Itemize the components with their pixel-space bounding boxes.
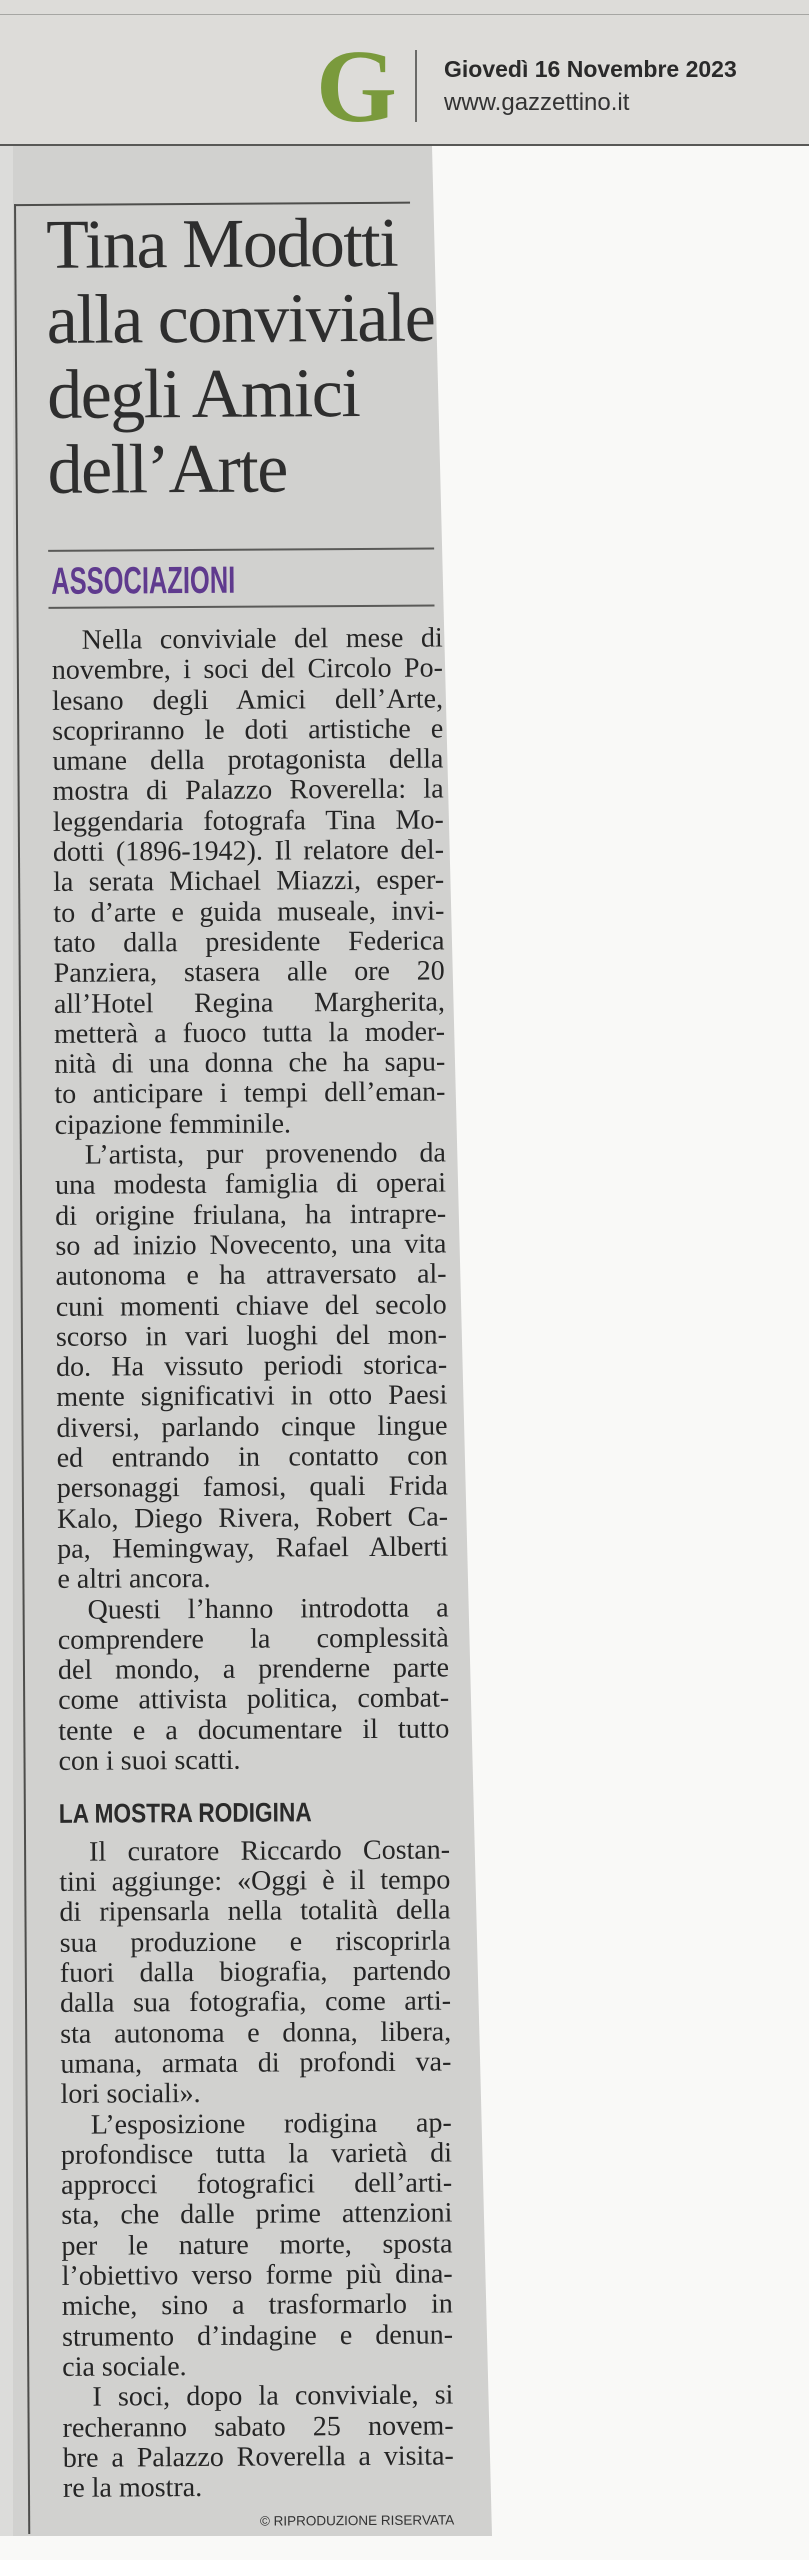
- title-line: alla conviviale: [46, 279, 435, 359]
- paragraph-line: tato dalla presidente Federica: [53, 925, 445, 959]
- title-line: degli Amici: [46, 354, 360, 434]
- section-label: ASSOCIAZIONI: [51, 559, 236, 603]
- paragraph-line: tente e a documentare il tutto: [58, 1713, 450, 1747]
- paragraph-line: nità di una donna che ha sapu-: [54, 1046, 446, 1081]
- paragraph-line: tini aggiunge: «Oggi è il tempo: [59, 1864, 451, 1899]
- paragraph-line: scorso in vari luoghi del mon-: [55, 1319, 448, 1353]
- paragraph-line: metterà a fuoco tutta la moder-: [54, 1016, 446, 1050]
- copyright-notice: © RIPRODUZIONE RISERVATA: [259, 2512, 455, 2529]
- paragraph-line: pa, Hemingway, Rafael Alberti: [57, 1531, 449, 1565]
- website-url: www.gazzettino.it: [444, 89, 630, 116]
- paragraph-line: sta autonoma e donna, libera,: [60, 2016, 452, 2050]
- paragraph-line: e altri ancora.: [57, 1563, 211, 1596]
- paragraph: [58, 1593, 450, 1777]
- paragraph-line: come attivista politica, combat-: [58, 1682, 450, 1717]
- title-line: dell’Arte: [47, 430, 288, 509]
- paragraph-line: l’obiettivo verso forme più dina-: [61, 2258, 453, 2292]
- title-line: Tina Modotti: [46, 204, 398, 284]
- paragraph-line: novembre, i soci del Circolo Po-: [51, 652, 443, 687]
- paragraph-line: cia sociale.: [62, 2351, 187, 2383]
- paragraph-line: Il curatore Riccardo Costan-: [88, 1834, 451, 1868]
- paragraph-line: bre a Palazzo Roverella a visita-: [62, 2440, 454, 2474]
- paragraph-line: autonoma e ha attraversato al-: [55, 1258, 447, 1293]
- paragraph-line: la serata Michael Miazzi, esper-: [53, 864, 445, 899]
- paragraph-line: lori sociali».: [60, 2078, 201, 2111]
- paragraph-line: di origine friulana, ha intrapre-: [55, 1198, 447, 1232]
- paragraph: [55, 1139, 449, 1596]
- paragraph-line: scopriranno le doti artistiche e: [52, 713, 444, 747]
- paragraph-line: Kalo, Diego Rivera, Robert Ca-: [56, 1501, 449, 1535]
- masthead-bottom-rule: [0, 144, 809, 146]
- paragraph-line: diversi, parlando cinque lingue: [56, 1410, 448, 1444]
- paragraph-line: sua produzione e riscoprirla: [59, 1925, 451, 1959]
- paragraph-line: Nella conviviale del mese di: [81, 622, 443, 656]
- paragraph-line: personaggi famosi, quali Frida: [56, 1470, 448, 1505]
- paragraph-line: con i suoi scatti.: [58, 1744, 241, 1777]
- paragraph-line: miche, sino a trasformarlo in: [61, 2288, 453, 2323]
- paragraph-line: re la mostra.: [62, 2472, 203, 2504]
- paragraph-line: dalla sua fotografia, come arti-: [59, 1985, 452, 2020]
- paragraph: [52, 623, 446, 1140]
- paragraph-line: di ripensarla nella totalità della: [59, 1894, 451, 1929]
- paragraph-line: L’artista, pur provenendo da: [84, 1137, 446, 1171]
- paragraph-line: lesano degli Amici dell’Arte,: [51, 683, 444, 717]
- section-rule-top: [48, 548, 434, 552]
- masthead-top-rule: [0, 14, 809, 15]
- paragraph-line: sta, che dalle prime attenzioni: [61, 2197, 453, 2232]
- paragraph-line: una modesta famiglia di operai: [54, 1167, 447, 1202]
- article-body: [52, 623, 454, 2504]
- gazzettino-logo: G: [316, 29, 397, 144]
- paragraph-line: dotti (1896-1942). Il relatore del-: [52, 834, 445, 868]
- paragraph-line: all’Hotel Regina Margherita,: [53, 986, 445, 1020]
- paragraph-line: ed entrando in contatto con: [56, 1440, 448, 1474]
- paragraph-line: per le nature morte, sposta: [61, 2228, 453, 2262]
- clipping-left-border: [14, 204, 30, 2534]
- paragraph-line: umana, armata di profondi va-: [60, 2046, 452, 2080]
- paragraph-line: mente significativi in otto Paesi: [56, 1379, 448, 1414]
- paragraph-line: profondisce tutta la varietà di: [60, 2137, 453, 2171]
- paragraph-line: leggendaria fotografa Tina Mo-: [52, 804, 444, 838]
- paragraph-line: Questi l’hanno introdotta a: [87, 1591, 449, 1626]
- paragraph-line: recheranno sabato 25 novem-: [62, 2409, 454, 2444]
- paragraph-line: cuni momenti chiave del secolo: [55, 1289, 447, 1323]
- paragraph: [61, 2108, 454, 2383]
- paragraph-line: L’esposizione rodigina ap-: [90, 2107, 452, 2141]
- issue-date: Giovedì 16 Novembre 2023: [444, 56, 737, 82]
- paragraph-line: to d’arte e guida museale, invi-: [53, 895, 445, 929]
- paragraph-line: cipazione femminile.: [54, 1108, 292, 1141]
- paragraph-line: Panziera, stasera alle ore 20: [53, 955, 445, 990]
- paragraph-line: I soci, dopo la conviviale, si: [92, 2379, 454, 2413]
- paragraph-line: umane della protagonista della: [52, 743, 444, 778]
- paragraph-line: approcci fotografici dell’arti-: [61, 2167, 453, 2201]
- paragraph: [62, 2381, 454, 2505]
- paragraph-line: do. Ha vissuto periodi storica-: [56, 1349, 448, 1383]
- paragraph-line: fuori dalla biografia, partendo: [59, 1955, 451, 1989]
- paragraph-line: to anticipare i tempi dell’eman-: [54, 1076, 446, 1111]
- paragraph-line: del mondo, a prenderne parte: [57, 1652, 450, 1686]
- section-rule-bottom: [48, 605, 434, 609]
- masthead-divider: [415, 50, 417, 122]
- paragraph-line: so ad inizio Novecento, una vita: [55, 1228, 447, 1262]
- paragraph-line: strumento d’indagine e denun-: [61, 2319, 454, 2353]
- paragraph-line: comprendere la complessità: [57, 1622, 449, 1656]
- article-clipping: [0, 187, 494, 2540]
- paragraph-line: mostra di Palazzo Roverella: la: [52, 773, 444, 808]
- subheading: [59, 1775, 450, 1838]
- article-title: [46, 206, 435, 508]
- subheading-text: LA MOSTRA RODIGINA: [58, 1797, 312, 1830]
- paragraph: [59, 1835, 452, 2110]
